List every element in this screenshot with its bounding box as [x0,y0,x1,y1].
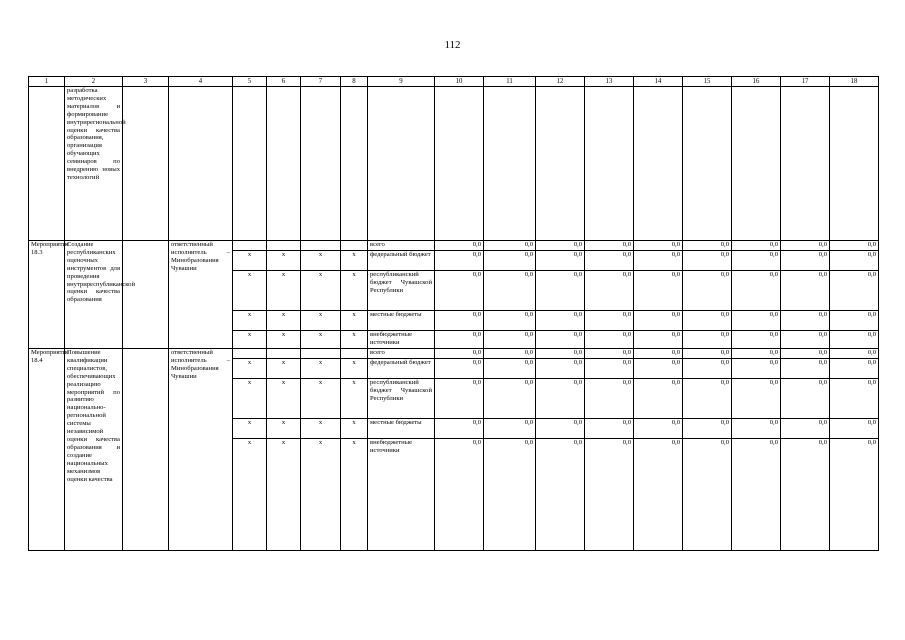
funding-value: 0,0 [484,331,536,349]
code-mark: x [233,251,267,271]
measure-name: Повышение квалификации специалистов, обеспечивающих реализацию мероприятий по развитию национально-региональной системы независимой оценки качества образования и создание национальных механизмов оценки качества [65,349,123,551]
code-mark: x [341,251,368,271]
code-mark: x [341,379,368,419]
code-mark: x [341,271,368,311]
funding-source: всего [368,241,435,251]
code-mark: x [267,359,301,379]
funding-value: 0,0 [683,251,732,271]
code-mark [233,349,267,359]
funding-value: 0,0 [536,349,585,359]
empty-cell [634,87,683,241]
measure-executor: ответственный исполнитель – Минобразования Чувашии [169,241,233,349]
funding-value: 0,0 [585,271,634,311]
empty-cell [123,87,169,241]
code-mark: x [233,359,267,379]
funding-value: 0,0 [634,331,683,349]
code-mark: x [301,359,341,379]
code-mark: x [267,439,301,551]
measure-code: Мероприятие 18.4 [29,349,65,551]
funding-value: 0,0 [435,241,484,251]
code-mark: x [301,311,341,331]
empty-cell [169,87,233,241]
funding-value: 0,0 [536,331,585,349]
funding-value: 0,0 [683,271,732,311]
empty-cell [484,87,536,241]
funding-value: 0,0 [536,379,585,419]
funding-value: 0,0 [634,349,683,359]
empty-cell [435,87,484,241]
code-mark [341,349,368,359]
code-mark: x [341,359,368,379]
funding-source: местные бюджеты [368,311,435,331]
empty-cell [123,241,169,349]
funding-value: 0,0 [484,379,536,419]
funding-source: федеральный бюджет [368,359,435,379]
funding-value: 0,0 [781,379,830,419]
funding-value: 0,0 [781,331,830,349]
code-mark: x [233,271,267,311]
funding-value: 0,0 [732,419,781,439]
column-header-4: 4 [169,77,233,87]
empty-cell [267,87,301,241]
empty-cell [368,87,435,241]
funding-source: республиканский бюджет Чувашской Республики [368,379,435,419]
funding-source: внебюджетные источники [368,439,435,551]
code-mark: x [267,379,301,419]
column-header-13: 13 [585,77,634,87]
empty-cell [233,87,267,241]
funding-value: 0,0 [830,331,879,349]
funding-value: 0,0 [781,271,830,311]
measure-executor: ответственный исполнитель – Минобразования Чувашии [169,349,233,551]
funding-value: 0,0 [683,311,732,331]
empty-cell [781,87,830,241]
funding-source: федеральный бюджет [368,251,435,271]
funding-value: 0,0 [732,439,781,551]
funding-value: 0,0 [830,311,879,331]
funding-value: 0,0 [484,271,536,311]
empty-cell [301,87,341,241]
funding-value: 0,0 [484,439,536,551]
funding-value: 0,0 [435,439,484,551]
code-mark: x [341,419,368,439]
funding-source: внебюджетные источники [368,331,435,349]
funding-source: республиканский бюджет Чувашской Республики [368,271,435,311]
column-header-7: 7 [301,77,341,87]
page-number: 112 [444,39,461,51]
table-row [29,241,879,251]
empty-cell [732,87,781,241]
funding-value: 0,0 [536,271,585,311]
code-mark: x [233,379,267,419]
code-mark: x [233,331,267,349]
code-mark: x [267,311,301,331]
code-mark [301,241,341,251]
measure-code: Мероприятие 18.3 [29,241,65,349]
funding-value: 0,0 [484,419,536,439]
column-header-2: 2 [65,77,123,87]
continuation-text: разработка методических материалов и формирование внутрирегиональной оценки качества образования, организация обучающих семинаров по внедрению новых технологий [65,87,123,241]
empty-cell [29,87,65,241]
column-header-16: 16 [732,77,781,87]
column-header-17: 17 [781,77,830,87]
empty-cell [683,87,732,241]
funding-value: 0,0 [830,439,879,551]
code-mark: x [233,439,267,551]
empty-cell [585,87,634,241]
funding-value: 0,0 [634,251,683,271]
budget-table [28,76,879,551]
funding-value: 0,0 [435,331,484,349]
funding-value: 0,0 [536,241,585,251]
funding-value: 0,0 [536,251,585,271]
code-mark: x [301,251,341,271]
column-header-10: 10 [435,77,484,87]
column-header-1: 1 [29,77,65,87]
funding-value: 0,0 [484,251,536,271]
funding-value: 0,0 [484,241,536,251]
code-mark: x [301,271,341,311]
funding-value: 0,0 [732,241,781,251]
code-mark: x [267,419,301,439]
funding-value: 0,0 [536,311,585,331]
funding-value: 0,0 [536,359,585,379]
funding-value: 0,0 [781,251,830,271]
funding-value: 0,0 [585,359,634,379]
funding-value: 0,0 [484,359,536,379]
funding-value: 0,0 [634,359,683,379]
funding-value: 0,0 [781,349,830,359]
funding-value: 0,0 [830,251,879,271]
funding-value: 0,0 [484,349,536,359]
code-mark: x [341,439,368,551]
funding-value: 0,0 [435,349,484,359]
funding-value: 0,0 [683,241,732,251]
column-header-12: 12 [536,77,585,87]
code-mark: x [301,439,341,551]
funding-value: 0,0 [683,379,732,419]
code-mark: x [267,271,301,311]
funding-value: 0,0 [435,359,484,379]
funding-value: 0,0 [732,359,781,379]
column-header-5: 5 [233,77,267,87]
funding-value: 0,0 [634,439,683,551]
code-mark: x [301,331,341,349]
funding-value: 0,0 [634,311,683,331]
funding-value: 0,0 [683,349,732,359]
funding-value: 0,0 [683,419,732,439]
funding-value: 0,0 [585,439,634,551]
funding-value: 0,0 [732,311,781,331]
code-mark [267,241,301,251]
header-row [29,77,879,87]
code-mark: x [341,311,368,331]
funding-value: 0,0 [484,311,536,331]
code-mark [267,349,301,359]
empty-cell [830,87,879,241]
funding-value: 0,0 [732,349,781,359]
funding-value: 0,0 [781,359,830,379]
funding-value: 0,0 [435,311,484,331]
funding-value: 0,0 [781,311,830,331]
column-header-14: 14 [634,77,683,87]
funding-value: 0,0 [585,251,634,271]
measure-name: Создание республиканских оценочных инструментов для проведения внутриреспубликанской оценки качества образования [65,241,123,349]
empty-cell [123,349,169,551]
funding-value: 0,0 [732,251,781,271]
funding-value: 0,0 [634,241,683,251]
code-mark: x [233,311,267,331]
funding-value: 0,0 [536,419,585,439]
funding-value: 0,0 [536,439,585,551]
empty-cell [341,87,368,241]
column-header-9: 9 [368,77,435,87]
funding-value: 0,0 [732,379,781,419]
funding-value: 0,0 [585,311,634,331]
funding-value: 0,0 [585,349,634,359]
funding-value: 0,0 [830,349,879,359]
column-header-6: 6 [267,77,301,87]
funding-value: 0,0 [634,419,683,439]
funding-value: 0,0 [435,271,484,311]
continuation-row [29,87,879,241]
funding-value: 0,0 [830,241,879,251]
code-mark: x [301,419,341,439]
funding-value: 0,0 [585,379,634,419]
empty-cell [536,87,585,241]
funding-value: 0,0 [781,439,830,551]
column-header-18: 18 [830,77,879,87]
funding-value: 0,0 [435,379,484,419]
code-mark: x [301,379,341,419]
funding-value: 0,0 [732,331,781,349]
column-header-3: 3 [123,77,169,87]
table-row [29,349,879,359]
code-mark: x [341,331,368,349]
funding-value: 0,0 [435,419,484,439]
funding-value: 0,0 [683,331,732,349]
column-header-11: 11 [484,77,536,87]
funding-value: 0,0 [830,379,879,419]
funding-value: 0,0 [830,359,879,379]
code-mark [233,241,267,251]
funding-value: 0,0 [830,419,879,439]
column-header-15: 15 [683,77,732,87]
code-mark: x [267,251,301,271]
funding-source: всего [368,349,435,359]
funding-value: 0,0 [634,379,683,419]
funding-value: 0,0 [781,241,830,251]
code-mark [341,241,368,251]
funding-value: 0,0 [781,419,830,439]
funding-value: 0,0 [683,439,732,551]
funding-value: 0,0 [683,359,732,379]
funding-value: 0,0 [435,251,484,271]
funding-value: 0,0 [585,241,634,251]
funding-value: 0,0 [585,419,634,439]
column-header-8: 8 [341,77,368,87]
funding-value: 0,0 [830,271,879,311]
funding-value: 0,0 [732,271,781,311]
funding-value: 0,0 [634,271,683,311]
code-mark [301,349,341,359]
funding-value: 0,0 [585,331,634,349]
code-mark: x [267,331,301,349]
funding-source: местные бюджеты [368,419,435,439]
code-mark: x [233,419,267,439]
